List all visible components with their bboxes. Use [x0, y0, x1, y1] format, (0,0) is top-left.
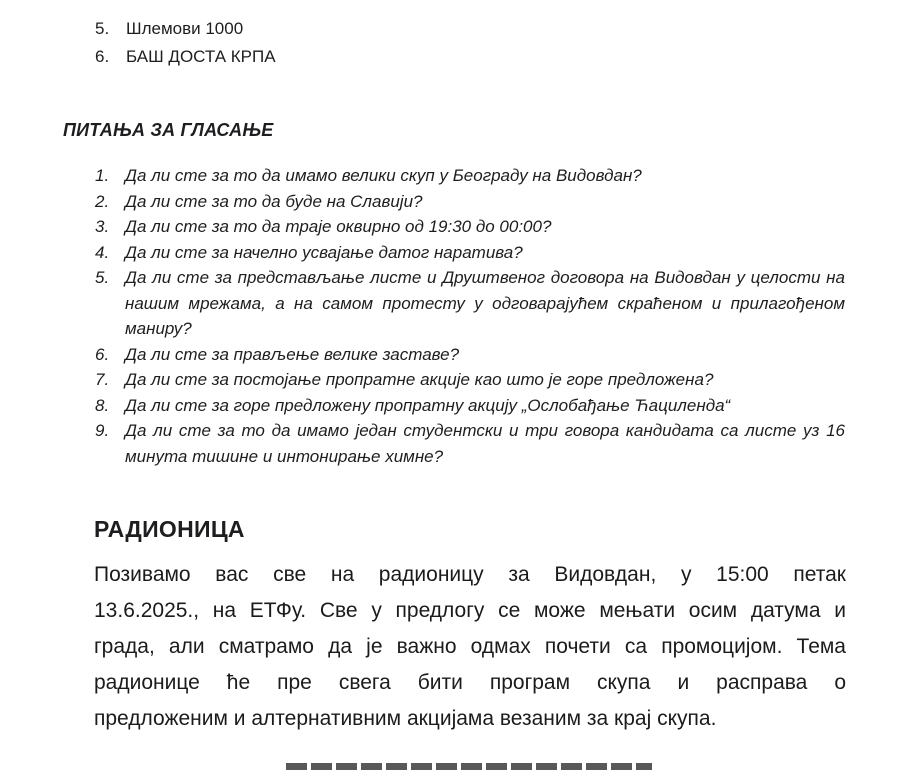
question-text: Да ли сте за то да имамо велики скуп у Београду на Видовдан?	[125, 166, 642, 185]
question-item	[95, 342, 845, 368]
question-text: Да ли сте за горе предложену пропратну акцију „Ослобађање Ћациленда“	[125, 395, 731, 415]
question-number: 2.	[95, 191, 110, 211]
paragraph-line: 13.6.2025., на ЕТФу. Све у предлогу се може мењати осим датума и	[94, 599, 846, 622]
workshop-paragraph	[94, 557, 846, 737]
question-item	[95, 240, 845, 266]
question-item	[95, 367, 845, 393]
question-item	[95, 265, 845, 342]
top-numbered-list	[95, 15, 845, 71]
question-number: 1.	[95, 166, 110, 185]
question-number: 3.	[95, 217, 110, 236]
question-text: Да ли сте за то да буде на Славији?	[125, 191, 423, 211]
question-number: 6.	[95, 344, 110, 364]
list-item-number: 6.	[95, 47, 110, 66]
list-item-number: 5.	[95, 19, 110, 38]
question-number: 9.	[95, 421, 110, 440]
question-number: 5.	[95, 268, 110, 287]
question-text: Да ли сте за то да имамо један студентски и три говора кандидата са листе уз 16 минута тишине и интонирање химне?	[125, 421, 845, 466]
question-item	[95, 214, 845, 240]
paragraph-line: радионице ће пре свега бити програм скупа и расправа о	[94, 671, 846, 694]
question-text: Да ли сте за то да траје оквирно од 19:30 до 00:00?	[125, 217, 552, 236]
question-item	[95, 393, 845, 419]
paragraph-line: града, али сматрамо да је важно одмах почети са промоцијом. Тема	[94, 635, 846, 658]
question-number: 4.	[95, 242, 110, 262]
paragraph-line: предложеним и алтернативним акцијама везаним за крај скупа.	[94, 707, 717, 730]
question-number: 7.	[95, 370, 110, 389]
question-text: Да ли сте за прављење велике заставе?	[125, 344, 460, 364]
question-text: Да ли сте за начелно усвајање датог наратива?	[125, 242, 523, 262]
list-item	[95, 15, 845, 43]
question-item	[95, 163, 845, 189]
list-item-text: Шлемови 1000	[126, 19, 244, 38]
paragraph-line: Позивамо вас све на радионицу за Видовдан, у 15:00 петак	[94, 563, 846, 586]
question-text: Да ли сте за постојање пропратне акције као што је горе предложена?	[125, 370, 714, 389]
workshop-heading: РАДИОНИЦА	[94, 516, 245, 542]
questions-list	[95, 163, 845, 469]
question-number: 8.	[95, 395, 110, 415]
voting-heading: ПИТАЊА ЗА ГЛАСАЊЕ	[63, 120, 274, 140]
list-item-text: БАШ ДОСТА КРПА	[126, 47, 276, 66]
question-text: Да ли сте за представљање листе и Друштвеног договора на Видовдан у целости на нашим мрежама, а на самом протесту у одговарајућем скраћеном и прилагођеном маниру?	[125, 268, 845, 338]
list-item	[95, 43, 845, 71]
question-item	[95, 418, 845, 469]
question-item	[95, 189, 845, 215]
clipped-text-strip	[286, 763, 652, 770]
